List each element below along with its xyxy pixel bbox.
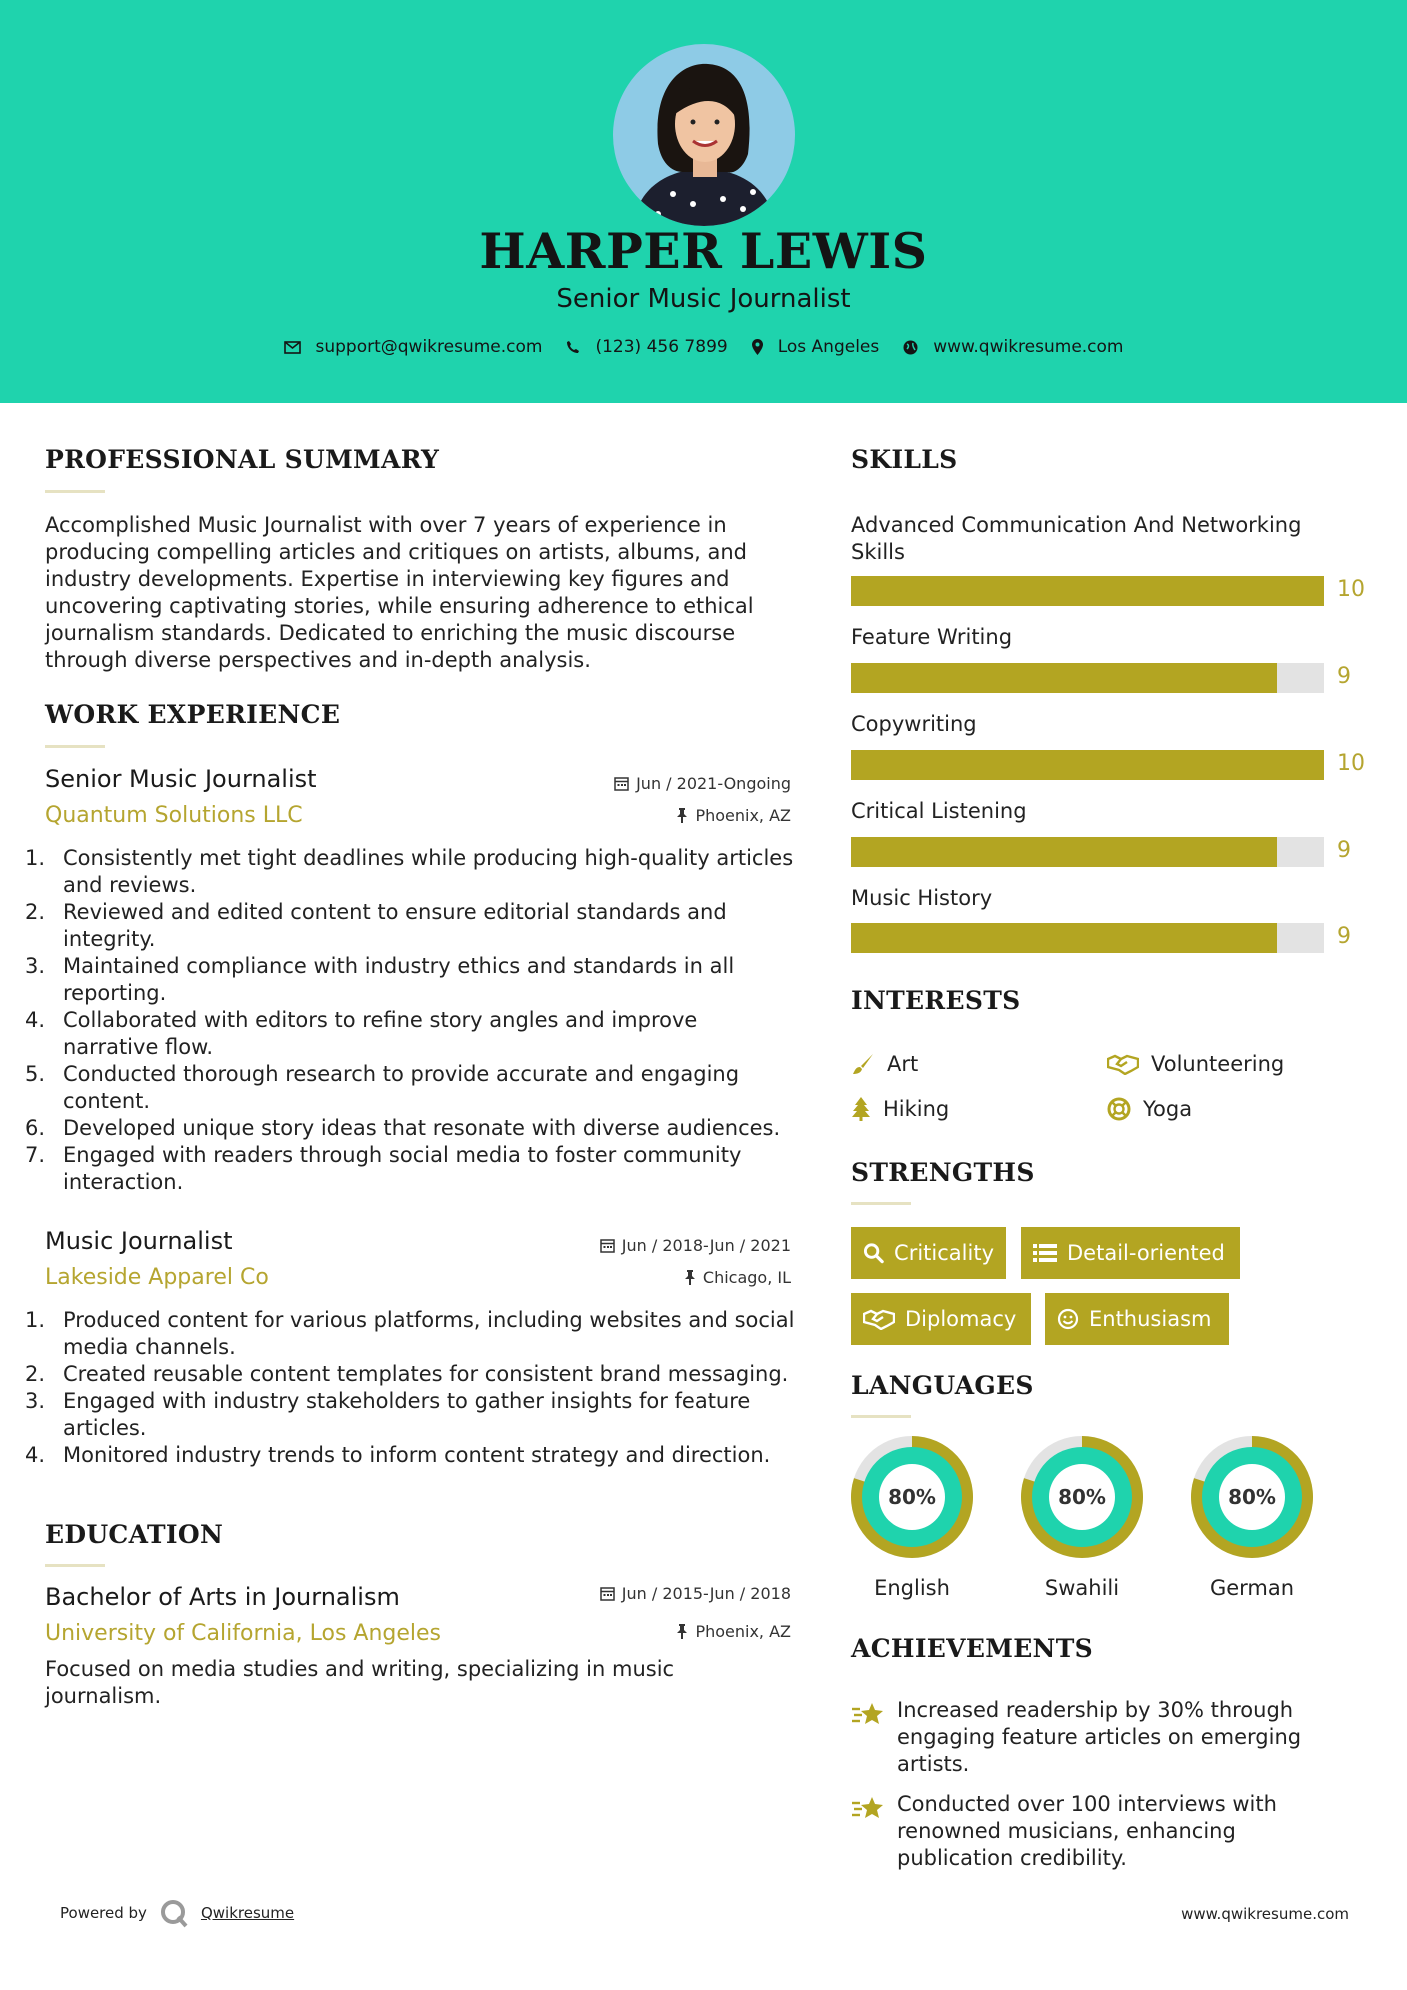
language-name: German bbox=[1209, 1576, 1295, 1600]
interest-item: Yoga bbox=[1107, 1097, 1192, 1121]
section-divider bbox=[45, 1564, 105, 1567]
list-item: 3. Engaged with industry stakeholders to gather insights for feature articles. bbox=[25, 1389, 751, 1440]
skill-bar bbox=[851, 750, 1324, 780]
profile-photo bbox=[613, 44, 795, 226]
skill-bar-fill bbox=[851, 663, 1277, 693]
language-name: English bbox=[874, 1576, 950, 1600]
strength-tag: Enthusiasm bbox=[1045, 1293, 1229, 1345]
achievements-heading: ACHIEVEMENTS bbox=[851, 1634, 1093, 1663]
search-icon bbox=[863, 1242, 884, 1264]
calendar-icon bbox=[614, 776, 629, 791]
phone-icon bbox=[566, 340, 580, 354]
list-item: 3. Maintained compliance with industry ethics and standards in all reporting. bbox=[25, 954, 735, 1005]
list-item: 2. Created reusable content templates for consistent brand messaging. bbox=[25, 1362, 789, 1386]
handshake-icon bbox=[863, 1308, 895, 1330]
language-item bbox=[1191, 1436, 1313, 1600]
skill-bar-fill bbox=[851, 923, 1277, 953]
interest-item: Hiking bbox=[851, 1097, 949, 1121]
job-company: Lakeside Apparel Co bbox=[45, 1265, 269, 1290]
job-dates: Jun / 2018-Jun / 2021 bbox=[600, 1236, 791, 1255]
section-divider bbox=[851, 1202, 911, 1205]
paintbrush-icon bbox=[851, 1052, 875, 1076]
candidate-title: Senior Music Journalist bbox=[556, 284, 851, 314]
calendar-icon bbox=[600, 1238, 615, 1253]
contact-row bbox=[0, 337, 1407, 357]
list-item: 1. Produced content for various platforms, including websites and social media channels. bbox=[25, 1308, 795, 1359]
footer-powered: Powered by Qwikresume bbox=[60, 1898, 294, 1928]
pushpin-icon bbox=[676, 1624, 688, 1639]
language-percent: 80% bbox=[1058, 1485, 1106, 1509]
list-icon bbox=[1033, 1243, 1057, 1263]
job-bullets bbox=[25, 1307, 795, 1469]
section-divider bbox=[45, 745, 105, 748]
resume-header bbox=[0, 0, 1407, 403]
handshake-icon bbox=[1107, 1053, 1139, 1075]
education-heading: EDUCATION bbox=[45, 1520, 224, 1549]
education-description: Focused on media studies and writing, specializing in music journalism. bbox=[45, 1657, 675, 1708]
language-name: Swahili bbox=[1044, 1576, 1120, 1600]
section-divider bbox=[45, 490, 105, 493]
language-percent: 80% bbox=[1228, 1485, 1276, 1509]
qwikresume-link[interactable]: Qwikresume bbox=[200, 1904, 295, 1922]
strength-tag: Criticality bbox=[851, 1227, 1006, 1279]
list-item: 4. Monitored industry trends to inform content strategy and direction. bbox=[25, 1443, 771, 1467]
job-title: Music Journalist bbox=[45, 1227, 233, 1255]
section-divider bbox=[851, 1415, 911, 1418]
contact-location: Los Angeles bbox=[752, 337, 880, 357]
qwikresume-logo-icon bbox=[159, 1898, 189, 1928]
job-dates: Jun / 2021-Ongoing bbox=[614, 774, 791, 793]
summary-heading: PROFESSIONAL SUMMARY bbox=[45, 445, 440, 474]
strength-tag: Detail-oriented bbox=[1021, 1227, 1240, 1279]
job-location: Phoenix, AZ bbox=[676, 806, 791, 825]
education-dates: Jun / 2015-Jun / 2018 bbox=[600, 1584, 791, 1603]
list-item: 6. Developed unique story ideas that resonate with diverse audiences. bbox=[25, 1116, 781, 1140]
strengths-heading: STRENGTHS bbox=[851, 1158, 1035, 1187]
candidate-name: HARPER LEWIS bbox=[479, 222, 928, 280]
contact-email[interactable]: support@qwikresume.com bbox=[284, 337, 543, 357]
skill-bar bbox=[851, 923, 1324, 953]
language-item bbox=[851, 1436, 973, 1600]
skill-score: 10 bbox=[1337, 577, 1365, 602]
envelope-icon bbox=[284, 341, 301, 354]
list-item: 4. Collaborated with editors to refine story angles and improve narrative flow. bbox=[25, 1008, 698, 1059]
achievement-item: Conducted over 100 interviews with renowned musicians, enhancing publication credibility. bbox=[851, 1791, 1321, 1872]
list-item: 2. Reviewed and edited content to ensure editorial standards and integrity. bbox=[25, 900, 727, 951]
education-location: Phoenix, AZ bbox=[676, 1622, 791, 1641]
pushpin-icon bbox=[676, 808, 688, 823]
skill-score: 9 bbox=[1337, 664, 1351, 689]
lifebuoy-icon bbox=[1107, 1097, 1131, 1121]
summary-text: Accomplished Music Journalist with over 7 years of experience in producing compelling articles and critiques on artists, albums, and industry developments. Expertise in interviewing key figures and uncovering captivating stories, while ensuring adherence to ethical journalism standards. Dedicated to enriching the music discourse through diverse perspectives and in-depth analysis. bbox=[45, 513, 754, 672]
languages-heading: LANGUAGES bbox=[851, 1371, 1034, 1400]
skill-score: 9 bbox=[1337, 924, 1351, 949]
achievement-item: Increased readership by 30% through engaging feature articles on emerging artists. bbox=[851, 1697, 1321, 1778]
skill-name: Advanced Communication And Networking Skills bbox=[851, 513, 1302, 564]
skill-score: 9 bbox=[1337, 838, 1351, 863]
interests-heading: INTERESTS bbox=[851, 986, 1021, 1015]
language-item bbox=[1021, 1436, 1143, 1600]
skill-bar-fill bbox=[851, 576, 1324, 606]
calendar-icon bbox=[600, 1586, 615, 1601]
skill-bar-fill bbox=[851, 750, 1324, 780]
pushpin-icon bbox=[684, 1270, 696, 1285]
degree-title: Bachelor of Arts in Journalism bbox=[45, 1583, 400, 1611]
skill-score: 10 bbox=[1337, 751, 1365, 776]
map-pin-icon bbox=[752, 339, 763, 355]
school-name: University of California, Los Angeles bbox=[45, 1621, 442, 1646]
skill-bar bbox=[851, 837, 1324, 867]
shooting-star-icon bbox=[851, 1699, 885, 1729]
tree-icon bbox=[851, 1097, 871, 1121]
job-location: Chicago, IL bbox=[684, 1268, 791, 1287]
skill-bar-fill bbox=[851, 837, 1277, 867]
job-title: Senior Music Journalist bbox=[45, 765, 317, 793]
smile-icon bbox=[1057, 1308, 1079, 1330]
skill-name: Music History bbox=[851, 886, 993, 910]
contact-phone[interactable]: (123) 456 7899 bbox=[566, 337, 727, 357]
skill-bar bbox=[851, 576, 1324, 606]
experience-heading: WORK EXPERIENCE bbox=[45, 700, 341, 729]
skills-heading: SKILLS bbox=[851, 445, 958, 474]
language-percent: 80% bbox=[888, 1485, 936, 1509]
strength-tag: Diplomacy bbox=[851, 1293, 1031, 1345]
skill-name: Feature Writing bbox=[851, 625, 1013, 649]
globe-icon bbox=[903, 340, 918, 355]
skill-name: Critical Listening bbox=[851, 799, 1027, 823]
list-item: 1. Consistently met tight deadlines while producing high-quality articles and reviews. bbox=[25, 846, 794, 897]
interest-item: Volunteering bbox=[1107, 1052, 1284, 1076]
skill-bar bbox=[851, 663, 1324, 693]
shooting-star-icon bbox=[851, 1793, 885, 1823]
job-bullets bbox=[25, 845, 795, 1196]
interest-item: Art bbox=[851, 1052, 918, 1076]
list-item: 5. Conducted thorough research to provide accurate and engaging content. bbox=[25, 1062, 740, 1113]
skill-name: Copywriting bbox=[851, 712, 977, 736]
footer-site-link[interactable]: www.qwikresume.com bbox=[1181, 1905, 1349, 1923]
contact-website[interactable]: www.qwikresume.com bbox=[903, 337, 1123, 357]
job-company: Quantum Solutions LLC bbox=[45, 803, 303, 828]
list-item: 7. Engaged with readers through social media to foster community interaction. bbox=[25, 1143, 742, 1194]
